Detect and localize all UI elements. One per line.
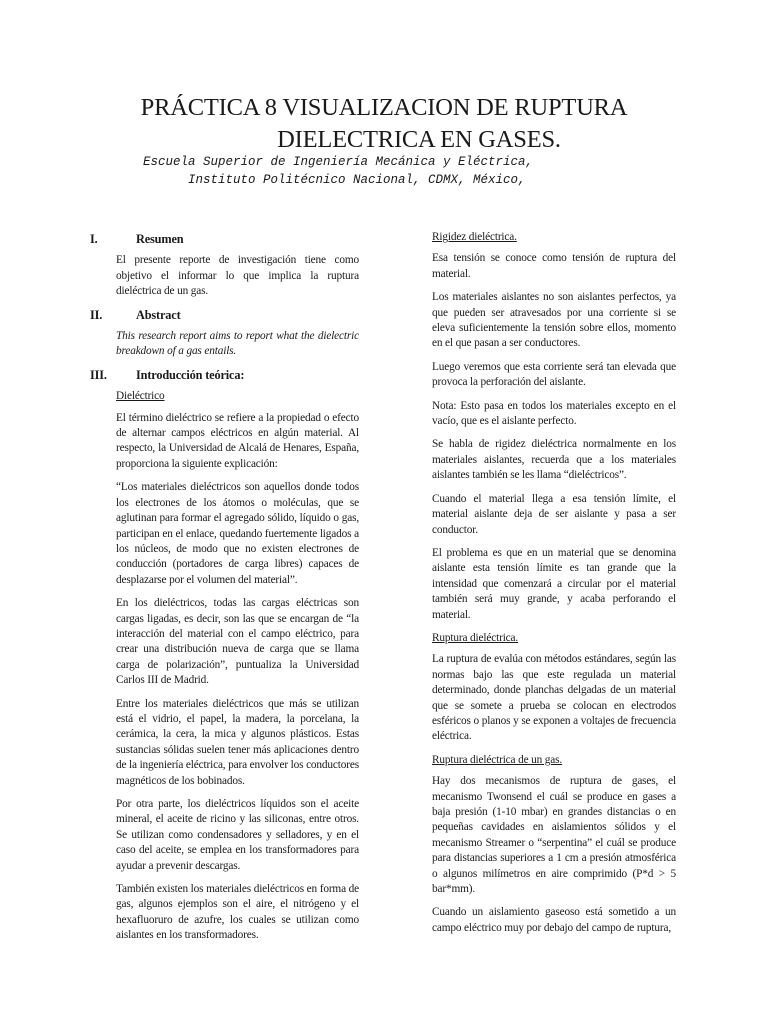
section-number: II.: [90, 307, 103, 322]
subheading-rigidez: Rigidez dieléctrica.: [432, 231, 517, 243]
subheading-ruptura: Ruptura dieléctrica.: [432, 631, 519, 644]
paper-title: [0, 92, 768, 156]
section-number: III.: [90, 367, 107, 382]
section-title: Resumen: [136, 232, 184, 246]
paragraph: La ruptura de evalúa con métodos estándares, según las normas bajo las que este regulada un material determinado, donde planchas delgadas de un material que se somete a prueba se colocan en electrodos esféricos o planos y se exponen a voltajes de frecuencia eléctrica.: [432, 653, 676, 743]
paragraph: En los dieléctricos, todas las cargas eléctricas son cargas ligadas, es decir, son las que se encargan de “la interacción del material con el campo eléctrico, para crear una distribución nueva de carga que se llama carga de polarización”, puntualiza la Universidad Carlos III de Madrid.: [116, 597, 359, 687]
paragraph: “Los materiales dieléctricos son aquellos donde todos los electrones de los átomos o moléculas, que se aglutinan para formar el agregado sólido, líquido o gas, participan en el enlace, quedando fuertemente ligados a los núcleos, de modo que no existen electrones de conducción (portadores de carga libres) capaces de desplazarse por el volumen del material”.: [116, 481, 359, 586]
paragraph: Luego veremos que esta corriente será tan elevada que provoca la perforación del aislante.: [432, 360, 676, 389]
subheading-ruptura-gas: Ruptura dieléctrica de un gas.: [432, 753, 563, 766]
right-column: [432, 230, 676, 944]
title-line-1: PRÁCTICA 8 VISUALIZACION DE RUPTURA: [140, 94, 628, 121]
paragraph: Esa tensión se conoce como tensión de ruptura del material.: [432, 252, 676, 280]
paragraph: Los materiales aislantes no son aislantes perfectos, ya que pueden ser atravesados por una corriente si se eleva suficientemente la tensión sobre ellos, momento en el que pasan a ser conductores.: [432, 291, 676, 350]
paragraph: El término dieléctrico se refiere a la propiedad o efecto de alternar campos eléctricos en algún material. Al respecto, la Universidad de Alcalá de Henares, España, proporciona la siguiente explicación:: [116, 411, 359, 470]
paragraph: Hay dos mecanismos de ruptura de gases, el mecanismo Twonsend el cuál se produce en gases a baja presión (1-10 mbar) en grandes distancias o en pequeñas cavidades en aislamientos sólidos y el mecanismo Streamer o “serpentina” el cuál se produce para distancias superiores a 1 cm a presión atmosférica o algunos milímetros en aire comprimido (P*d > 5 bar*mm).: [432, 775, 676, 896]
paragraph: El presente reporte de investigación tiene como objetivo el informar lo que implica la ruptura dieléctrica de un gas.: [116, 254, 359, 298]
left-column: [90, 230, 359, 952]
affiliation-line-1: Escuela Superior de Ingeniería Mecánica y Eléctrica,: [143, 155, 534, 169]
paragraph: Entre los materiales dieléctricos que más se utilizan está el vidrio, el papel, la madera, la porcelana, la cerámica, la cera, la mica y algunos plásticos. Estas sustancias sólidas suelen tener más aplicaciones dentro de la ingeniería eléctrica, para envolver los conductores magnéticos de los bobinados.: [116, 697, 359, 787]
paragraph: También existen los materiales dieléctricos en forma de gas, algunos ejemplos son el aire, el nitrógeno y el hexafluoruro de azufre, los cuales se utilizan como aislantes en los transformadores.: [116, 883, 359, 942]
subheading-dielectrico: Dieléctrico: [116, 390, 165, 403]
section-title: Abstract: [136, 307, 181, 322]
paragraph: El problema es que en un material que se denomina aislante esta tensión límite es tan grande que la intensidad que comenzará a circular por el material también será muy grande, y acaba perforando el material.: [432, 546, 676, 621]
abstract-paragraph: This research report aims to report what the dielectric breakdown of a gas entails.: [116, 330, 359, 358]
section-number: I.: [90, 232, 98, 246]
paragraph: Se habla de rigidez dieléctrica normalmente en los materiales aislantes, recuerda que a los materiales aislantes también se les llama “dieléctricos”.: [432, 438, 676, 482]
paragraph: Cuando el material llega a esa tensión límite, el material aislante deja de ser aislante y pasa a ser conductor.: [432, 492, 676, 536]
paragraph: Nota: Esto pasa en todos los materiales excepto en el vacío, que es el aislante perfecto.: [432, 399, 676, 428]
affiliation-line-2: Instituto Politécnico Nacional, CDMX, México,: [143, 173, 526, 187]
affiliation: [143, 153, 533, 189]
section-heading-abstract: [90, 308, 359, 323]
section-heading-introduccion: [90, 368, 359, 383]
section-title: Introducción teórica:: [136, 367, 245, 382]
title-line-2: DIELECTRICA EN GASES.: [277, 126, 561, 153]
paragraph: Cuando un aislamiento gaseoso está sometido a un campo eléctrico muy por debajo del campo de ruptura,: [432, 906, 676, 934]
section-heading-resumen: [90, 232, 359, 247]
paragraph: Por otra parte, los dieléctricos líquidos son el aceite mineral, el aceite de ricino y las siliconas, entre otros. Se utilizan como condensadores y selladores, y en el caso del aceite, se emplea en los transformadores para ayudar a prevenir descargas.: [116, 798, 359, 872]
